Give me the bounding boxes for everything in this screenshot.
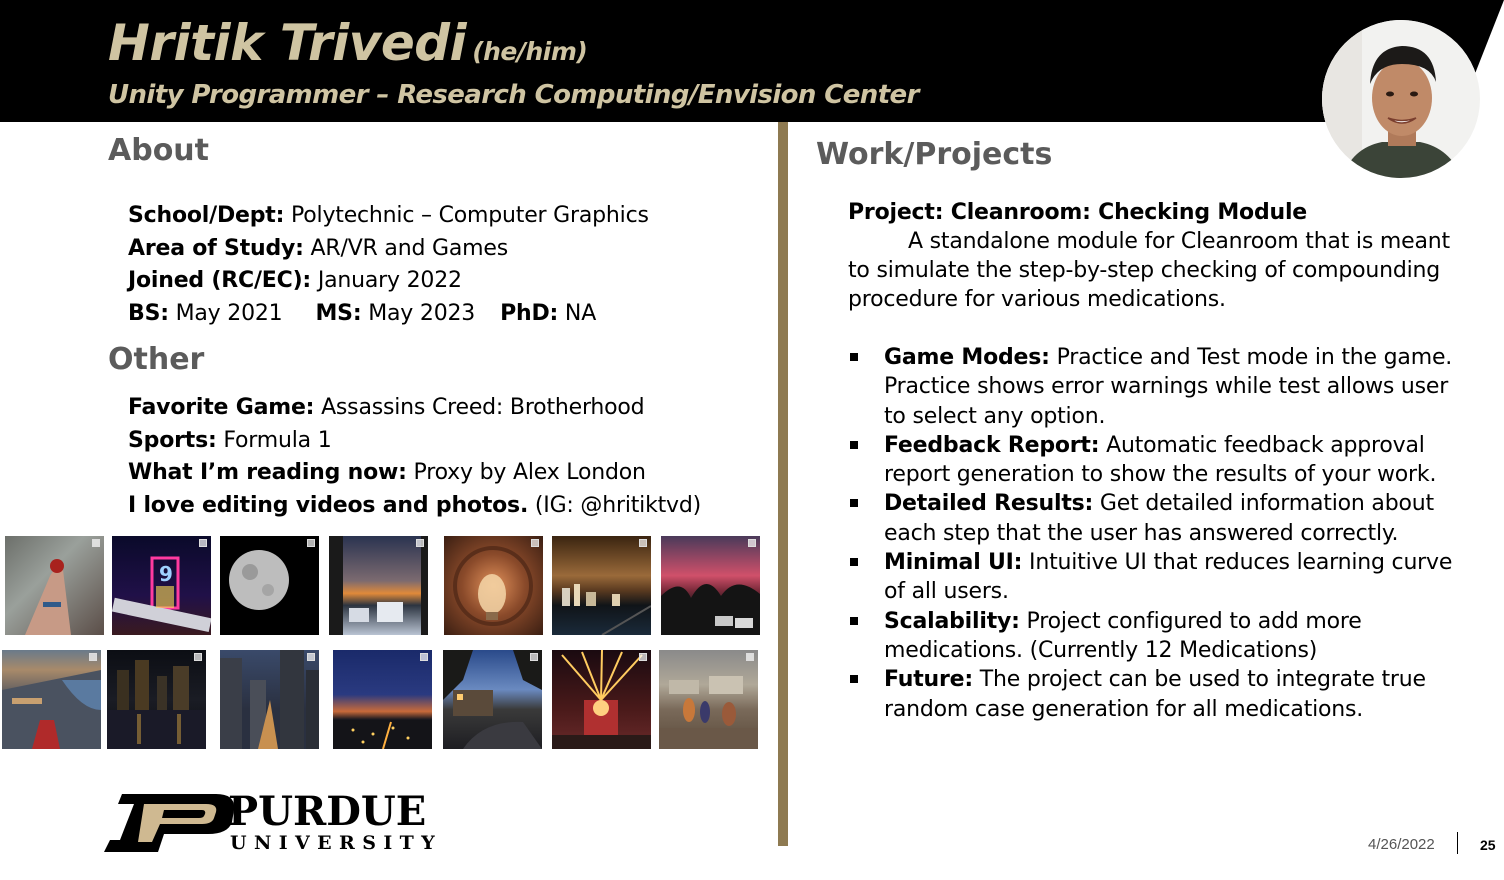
- photo-thumbnail: [444, 536, 543, 635]
- bullet-square-icon: [850, 441, 858, 449]
- photo-thumbnail: [443, 650, 542, 749]
- project-title: Project: Cleanroom: Checking Module: [848, 200, 1308, 225]
- ms-value: May 2023: [361, 300, 476, 326]
- name-text: Hritik Trivedi: [108, 14, 467, 72]
- feature-item: [848, 607, 1468, 666]
- feature-item: [848, 343, 1468, 431]
- photo-thumbnail: [661, 536, 760, 635]
- slide-date: 4/26/2022: [1368, 836, 1435, 853]
- feature-text: Project configured to add more medications. (Currently 12 Medications): [884, 608, 1362, 663]
- bullet-square-icon: [850, 617, 858, 625]
- bs-label: BS:: [128, 300, 169, 326]
- photo-thumbnail: [112, 536, 211, 635]
- about-row-area: [128, 233, 649, 266]
- project-description: A standalone module for Cleanroom that is meant to simulate the step-by-step checking of compounding procedure for various medications.: [848, 229, 1450, 312]
- feature-text: Intuitive UI that reduces learning curve of all users.: [884, 550, 1453, 605]
- purdue-wordmark: PURDUE: [228, 788, 427, 835]
- about-label: School/Dept:: [128, 203, 285, 228]
- footer-separator: [1457, 832, 1458, 854]
- other-row-editing: [128, 490, 701, 523]
- other-label: I love editing videos and photos.: [128, 492, 529, 518]
- pronouns: (he/him): [472, 37, 588, 66]
- phd-value: NA: [558, 300, 597, 326]
- bullet-square-icon: [850, 558, 858, 566]
- feature-text: Practice and Test mode in the game. Practice shows error warnings while test allows user to select any option.: [884, 345, 1453, 429]
- photo-thumbnail: [552, 536, 651, 635]
- other-label: What I’m reading now:: [128, 460, 407, 485]
- other-label: Favorite Game:: [128, 395, 315, 420]
- other-heading: Other: [108, 342, 205, 377]
- about-value: January 2022: [311, 268, 462, 293]
- ms-label: MS:: [315, 300, 362, 326]
- other-label: Sports:: [128, 427, 217, 453]
- bullet-square-icon: [850, 353, 858, 361]
- purdue-university-logo: [104, 790, 444, 861]
- feature-item: [848, 489, 1468, 548]
- feature-text: Automatic feedback approval report generation to show the results of your work.: [884, 432, 1437, 488]
- other-value: (IG: @hritiktvd): [528, 492, 701, 518]
- feature-label: Scalability:: [884, 608, 1020, 634]
- about-label: Area of Study:: [128, 235, 304, 261]
- about-row-school: [128, 200, 649, 233]
- feature-item: [848, 548, 1468, 607]
- about-row-degrees: [128, 298, 649, 331]
- feature-item: [848, 431, 1468, 490]
- bullet-square-icon: [850, 675, 858, 683]
- project-features: [848, 343, 1468, 724]
- photo-thumbnail: [107, 650, 206, 749]
- profile-photo: [1322, 20, 1480, 178]
- other-value: Formula 1: [216, 427, 332, 453]
- about-value: AR/VR and Games: [303, 235, 508, 261]
- other-details: [128, 392, 701, 522]
- photo-thumbnail: [2, 650, 101, 749]
- other-row-game: [128, 392, 701, 425]
- feature-item: [848, 665, 1468, 724]
- bs-value: May 2021: [168, 300, 283, 326]
- photo-thumbnail: [329, 536, 428, 635]
- about-row-joined: [128, 265, 649, 298]
- slide-number: 25: [1480, 837, 1496, 853]
- photo-thumbnail: [333, 650, 432, 749]
- feature-label: Future:: [884, 667, 973, 693]
- photo-thumbnail: [552, 650, 651, 749]
- other-value: Assassins Creed: Brotherhood: [314, 395, 645, 420]
- feature-label: Minimal UI:: [884, 550, 1023, 576]
- project-section: [848, 198, 1468, 314]
- svg-text:9: 9: [159, 562, 173, 586]
- other-row-sports: [128, 425, 701, 458]
- phd-label: PhD:: [500, 300, 559, 326]
- other-value: Proxy by Alex London: [406, 460, 646, 485]
- other-row-reading: [128, 457, 701, 490]
- photo-thumbnail: [220, 650, 319, 749]
- about-details: [128, 200, 649, 330]
- feature-label: Game Modes:: [884, 345, 1050, 370]
- about-label: Joined (RC/EC):: [128, 268, 312, 293]
- photo-thumbnail: [5, 536, 104, 635]
- presenter-role: Unity Programmer – Research Computing/Envision Center: [108, 80, 919, 110]
- presenter-name: [108, 14, 587, 72]
- feature-text: The project can be used to integrate true random case generation for all medications.: [884, 667, 1426, 722]
- column-divider: [778, 122, 788, 846]
- photo-thumbnail: [659, 650, 758, 749]
- feature-text: Get detailed information about each step that the user has answered correctly.: [884, 491, 1434, 546]
- bullet-square-icon: [850, 499, 858, 507]
- feature-label: Detailed Results:: [884, 491, 1094, 517]
- photo-thumbnail: [220, 536, 319, 635]
- feature-label: Feedback Report:: [884, 432, 1100, 458]
- about-heading: About: [108, 133, 210, 168]
- university-wordmark: UNIVERSITY: [230, 832, 443, 854]
- work-heading: Work/Projects: [816, 137, 1053, 172]
- about-value: Polytechnic – Computer Graphics: [284, 203, 649, 228]
